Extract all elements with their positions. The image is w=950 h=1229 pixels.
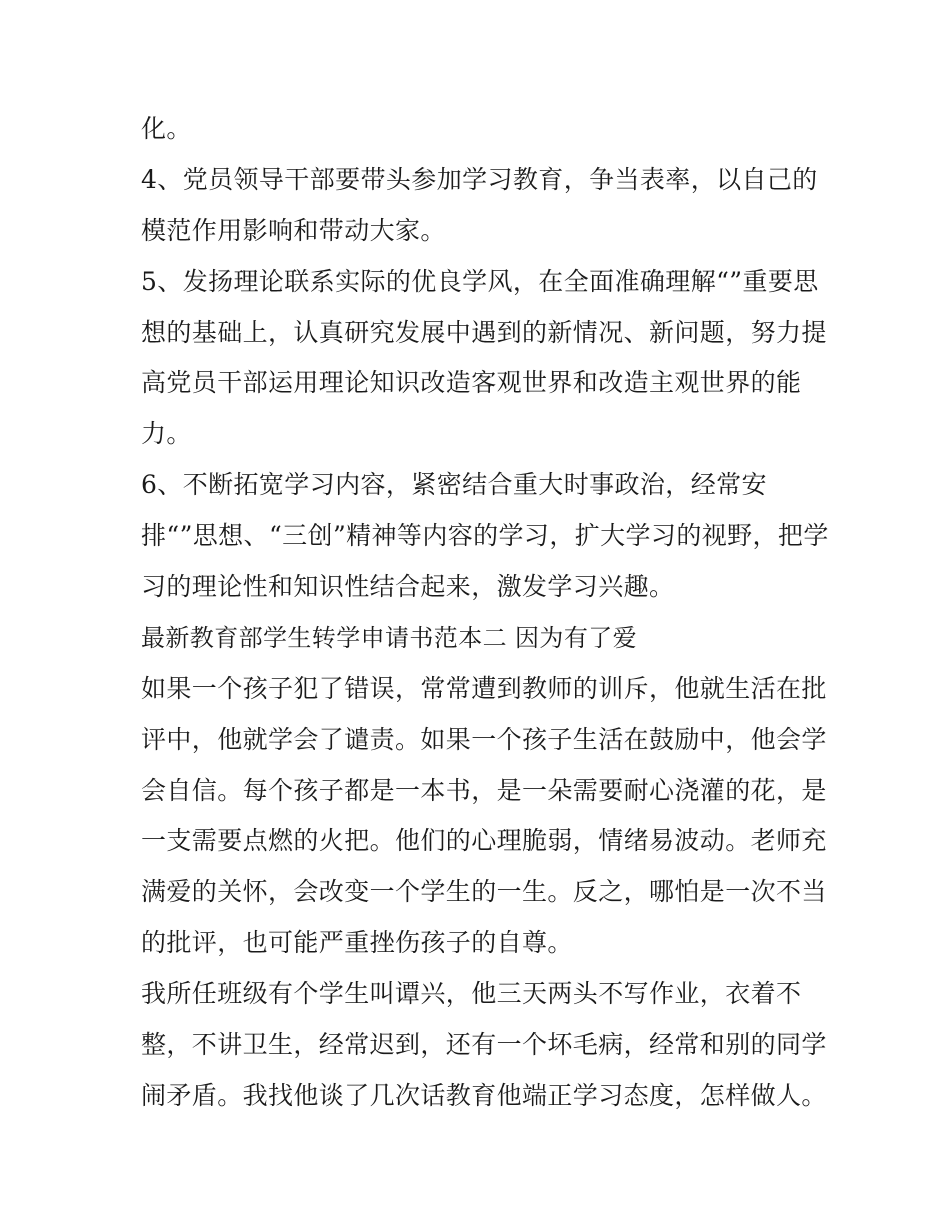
text-line: 排“”思想、“三创”精神等内容的学习，扩大学习的视野，把学 bbox=[141, 521, 829, 551]
document-body bbox=[141, 104, 841, 1122]
section-heading: 最新教育部学生转学申请书范本二 因为有了爱 bbox=[141, 623, 638, 652]
text-line: 习的理论性和知识性结合起来，激发学习兴趣。 bbox=[141, 572, 675, 602]
text-line: 力。 bbox=[141, 419, 192, 449]
text-line: 想的基础上，认真研究发展中遇到的新情况、新问题，努力提 bbox=[141, 317, 827, 347]
text-line: 一支需要点燃的火把。他们的心理脆弱，情绪易波动。老师充 bbox=[141, 826, 827, 856]
text-line: 5、发扬理论联系实际的优良学风，在全面准确理解“”重要思 bbox=[141, 266, 819, 296]
text-line: 闹矛盾。我找他谈了几次话教育他端正学习态度，怎样做人。 bbox=[141, 1080, 827, 1110]
text-line: 我所任班级有个学生叫谭兴，他三天两头不写作业，衣着不 bbox=[141, 979, 802, 1009]
text-line: 会自信。每个孩子都是一本书，是一朵需要耐心浇灌的花，是 bbox=[141, 775, 827, 805]
text-line: 整，不讲卫生，经常迟到，还有一个坏毛病，经常和别的同学 bbox=[141, 1030, 827, 1060]
text-line: 的批评，也可能严重挫伤孩子的自尊。 bbox=[141, 928, 573, 958]
text-line: 化。 bbox=[141, 114, 192, 143]
text-line: 高党员干部运用理论知识改造客观世界和改造主观世界的能 bbox=[141, 368, 802, 398]
text-line: 6、不断拓宽学习内容，紧密结合重大时事政治，经常安 bbox=[141, 470, 767, 500]
text-line: 满爱的关怀，会改变一个学生的一生。反之，哪怕是一次不当 bbox=[141, 877, 827, 907]
text-line: 4、党员领导干部要带头参加学习教育，争当表率，以自己的 bbox=[141, 164, 818, 194]
text-line: 如果一个孩子犯了错误，常常遭到教师的训斥，他就生活在批 bbox=[141, 673, 827, 703]
text-line: 模范作用影响和带动大家。 bbox=[141, 215, 446, 245]
text-line: 评中，他就学会了谴责。如果一个孩子生活在鼓励中，他会学 bbox=[141, 724, 827, 754]
